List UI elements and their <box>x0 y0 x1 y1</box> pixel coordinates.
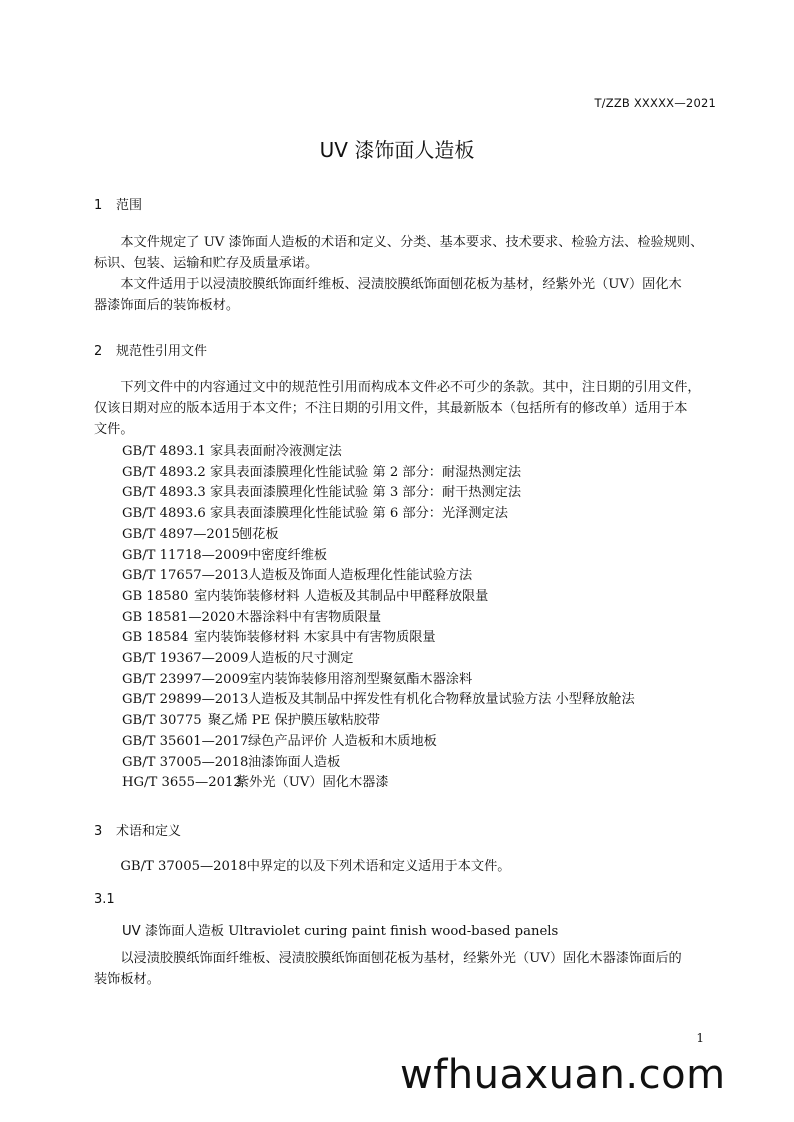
section-number: 1 <box>94 198 103 213</box>
watermark-text: wfhuaxuan.com <box>400 1052 726 1098</box>
reference-name: 人造板的尺寸测定 <box>248 651 354 667</box>
section-heading-normative <box>94 340 207 359</box>
reference-name: 中密度纤维板 <box>248 547 328 563</box>
text-line: 器漆饰面后的装饰板材。 <box>94 298 240 313</box>
reference-code: GB/T 11718—2009 <box>122 547 249 563</box>
text-line: 以浸渍胶膜纸饰面纤维板、浸渍胶膜纸饰面刨花板为基材，经紫外光（UV）固化木器漆饰面后的 <box>94 951 682 966</box>
reference-code: GB/T 4893.3 <box>122 485 206 501</box>
reference-item <box>122 628 635 649</box>
reference-code: HG/T 3655—2012 <box>122 775 242 791</box>
text-line: 本文件规定了 UV 漆饰面人造板的术语和定义、分类、基本要求、技术要求、检验方法、检验规则、 <box>94 235 704 250</box>
reference-item <box>122 711 635 732</box>
reference-code: GB/T 23997—2009 <box>122 671 249 687</box>
reference-name: 家具表面耐冷液测定法 <box>210 444 342 459</box>
section-heading-scope <box>94 194 142 213</box>
reference-name: 木器涂料中有害物质限量 <box>236 609 382 625</box>
reference-code: GB/T 19367—2009 <box>122 651 249 667</box>
reference-item <box>122 525 635 546</box>
normative-intro <box>94 377 718 440</box>
reference-code: GB/T 4893.6 <box>122 506 206 522</box>
document-code: T/ZZB XXXXX—2021 <box>594 96 716 110</box>
page-number: 1 <box>696 1031 704 1045</box>
section-number: 3 <box>94 824 103 839</box>
reference-code: GB/T 30775 <box>122 713 202 729</box>
scope-paragraph-2 <box>94 274 718 316</box>
scope-paragraph-1 <box>94 232 718 274</box>
reference-name: 紫外光（UV）固化木器漆 <box>236 775 389 791</box>
reference-code: GB 18584 <box>122 630 189 646</box>
reference-code: GB/T 4893.2 <box>122 464 206 480</box>
reference-name: 家具表面漆膜理化性能试验 第 3 部分：耐干热测定法 <box>210 485 522 501</box>
reference-item <box>122 587 635 608</box>
reference-item <box>122 649 635 670</box>
reference-item <box>122 442 635 463</box>
term-definition <box>94 948 718 990</box>
reference-item <box>122 670 635 691</box>
term-chinese: UV 漆饰面人造板 <box>122 924 224 939</box>
reference-item <box>122 690 635 711</box>
reference-name: 聚乙烯 PE 保护膜压敏粘胶带 <box>208 713 380 729</box>
text-line: GB/T 37005—2018中界定的以及下列术语和定义适用于本文件。 <box>94 859 511 874</box>
reference-item <box>122 566 635 587</box>
reference-item <box>122 732 635 753</box>
reference-name: 家具表面漆膜理化性能试验 第 2 部分：耐湿热测定法 <box>210 464 522 480</box>
section-title: 范围 <box>116 198 143 213</box>
reference-item <box>122 546 635 567</box>
text-line: 装饰板材。 <box>94 972 160 987</box>
reference-code: GB/T 35601—2017 <box>122 733 249 749</box>
term-entry <box>122 920 558 939</box>
reference-code: GB 18580 <box>122 588 189 604</box>
reference-code: GB/T 29899—2013 <box>122 692 249 708</box>
reference-code: GB/T 17657—2013 <box>122 568 249 584</box>
section-title: 术语和定义 <box>116 824 182 839</box>
reference-code: GB/T 4897—2015 <box>122 526 240 542</box>
section-heading-terms <box>94 820 181 839</box>
reference-name: 人造板及其制品中挥发性有机化合物释放量试验方法 小型释放舱法 <box>248 692 635 708</box>
reference-code: GB/T 4893.1 <box>122 444 206 459</box>
text-line: 下列文件中的内容通过文中的规范性引用而构成本文件必不可少的条款。其中，注日期的引用文件， <box>94 380 701 395</box>
subclause-number: 3.1 <box>94 892 115 907</box>
reference-item <box>122 773 635 794</box>
reference-list <box>122 442 635 794</box>
reference-name: 绿色产品评价 人造板和木质地板 <box>248 733 437 749</box>
text-line: 仅该日期对应的版本适用于本文件；不注日期的引用文件，其最新版本（包括所有的修改单）适用于本 <box>94 401 688 416</box>
reference-name: 室内装饰装修材料 木家具中有害物质限量 <box>194 630 436 646</box>
section-number: 2 <box>94 344 103 359</box>
reference-name: 家具表面漆膜理化性能试验 第 6 部分：光泽测定法 <box>210 506 508 522</box>
section-title: 规范性引用文件 <box>116 344 208 359</box>
reference-code: GB 18581—2020 <box>122 609 236 625</box>
reference-name: 室内装饰装修材料 人造板及其制品中甲醛释放限量 <box>194 588 489 604</box>
reference-name: 室内装饰装修用溶剂型聚氨酯木器涂料 <box>248 671 473 687</box>
reference-item <box>122 483 635 504</box>
reference-name: 刨花板 <box>239 526 279 542</box>
reference-item <box>122 463 635 484</box>
term-english: Ultraviolet curing paint finish wood-based panels <box>224 924 559 939</box>
reference-item <box>122 504 635 525</box>
reference-name: 油漆饰面人造板 <box>248 754 341 770</box>
text-line: 本文件适用于以浸渍胶膜纸饰面纤维板、浸渍胶膜纸饰面刨花板为基材，经紫外光（UV）固化木 <box>94 277 682 292</box>
document-title: UV 漆饰面人造板 <box>319 138 475 162</box>
text-line: 文件。 <box>94 422 134 437</box>
text-line: 标识、包装、运输和贮存及质量承诺。 <box>94 256 319 271</box>
reference-item <box>122 608 635 629</box>
reference-item <box>122 753 635 774</box>
reference-code: GB/T 37005—2018 <box>122 754 249 770</box>
reference-name: 人造板及饰面人造板理化性能试验方法 <box>248 568 473 584</box>
terms-intro <box>94 856 718 877</box>
